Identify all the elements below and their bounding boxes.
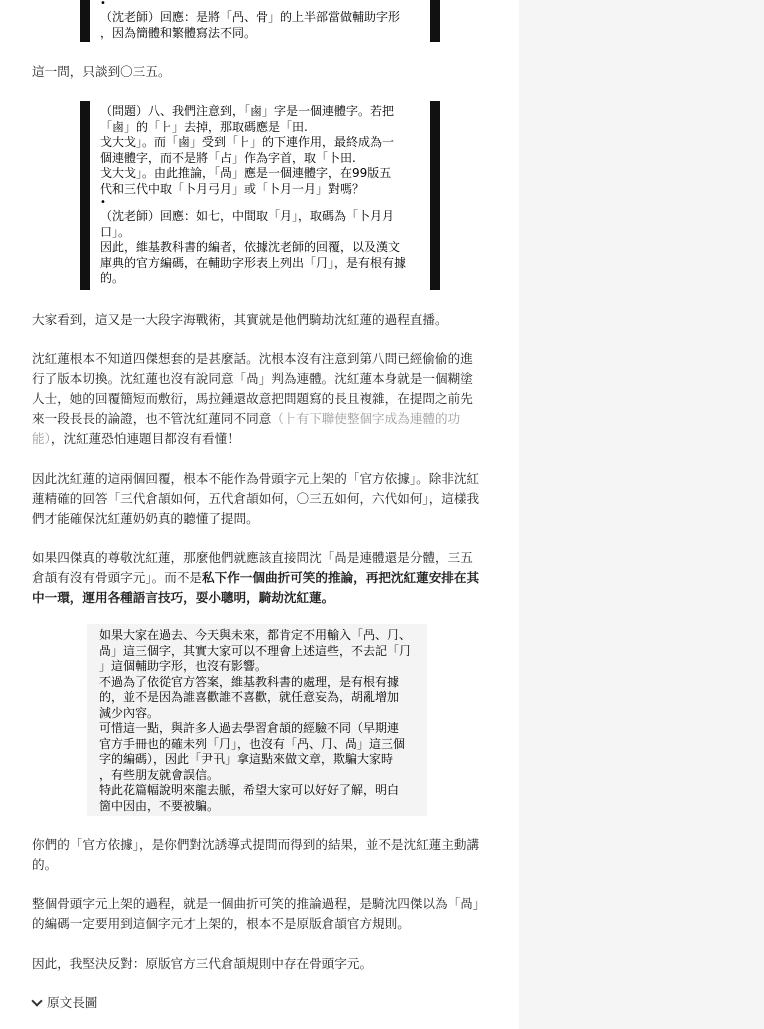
paragraph: 大家看到，這又是一大段字海戰術，其實就是他們騎劫沈紅蓮的過程直播。 [32,312,448,327]
shot2-line: （問題）八、我們注意到，「鹵」字是一個連體字。若把 [100,104,395,118]
bullet-mark: • [100,197,106,208]
shot2-line: 戈大戈」。而「鹵」受到「⺊」的下連作用，最終成為一 [100,135,395,149]
shot3-line: 減少內容。 [99,705,160,720]
paragraph [32,548,484,608]
shot2-line: 庫典的官方編碼，在輔助字形表上列出「⺆」，是有根有據 [100,255,407,270]
paragraph: 整個骨頭字元上架的過程，就是一個曲折可笑的推論過程，是騎沈四傑以為「咼」的編碼一定要用到這個字元才上架的，根本不是原版倉頡官方規則。 [32,896,480,931]
quoted-screenshot-1 [80,0,440,42]
paragraph-text: 如果四傑真的尊敬沈紅蓮，那麼他們就應該直接問沈「咼是連體還是分體，三五倉頡有沒有骨頭字元」。而不是 [32,550,473,585]
shot2-line: 戈大戈」。由此推論，「咼」應是一個連體字，在99版五 [100,166,392,180]
shot1-line: ，因為簡體和繁體寫法不同。 [100,25,257,40]
shot2-line: 代和三代中取「卜月弓月」或「卜月一月」對嗎？ [100,181,365,196]
shot2-line: （沈老師）回應：如七，中間取「月」，取碼為「卜月月 [100,209,395,223]
shot3-line: ，有些朋友就會誤信。 [99,767,220,782]
paragraph-muted-note: （⺊有下聯使整個字成為連體的功能） [32,411,461,446]
shot2-line: 「鹵」的「⺊」去掉，那取碼應是「田. [100,119,308,134]
shot3-line: 」這個輔助字形，也沒有影響。 [99,659,268,673]
paragraph [32,349,484,449]
shot2-line: 個連體字，而不是將「占」作為字首，取「卜田. [100,150,356,165]
bullet-mark: • [100,0,106,9]
shot1-line: （沈老師）回應：是將「冎、骨」的上半部當做輔助字形 [100,10,401,24]
paragraph-text: 沈紅蓮根本不知道四傑想套的是甚麼話。沈根本沒有注意到第八問已經偷偷的進行了版本切換。沈紅蓮也沒有說同意「咼」判為連體。沈紅蓮本身就是一個糊塗人士，她的回覆簡短而敷衍，馬拉鍾還故意把問題寫的長且複雜，在提問之前先來一段長長的論證，也不管沈紅蓮同不同意 [32,351,473,426]
shot2-line: 因此，維基教科書的編者，依據沈老師的回覆，以及漢文 [100,240,401,254]
shot2-line: 的。 [100,271,125,285]
paragraph-text: ，沈紅蓮恐怕連題目都沒有看懂！ [50,431,240,446]
quoted-screenshot-3 [87,624,427,816]
shot3-line: 如果大家在過去、今天與未來，都肯定不用輸入「冎、⺆、 [99,628,412,642]
paragraph: 你們的「官方依據」，是你們對沈誘導式提問而得到的結果，並不是沈紅蓮主動講的。 [32,837,480,872]
shot3-line: 箇中因由，不要被騙。 [99,798,220,813]
shot3-line: 咼」這三個字，其實大家可以不理會上述這些，不去記「⺆ [99,643,412,658]
shot3-line: 官方手冊也的確未列「⺆」，也沒有「冎、⺆、咼」這三個 [99,736,406,751]
right-sidebar [519,0,764,1029]
shot3-line: 不過為了依從官方答案，維基教科書的處理，是有根有據 [99,674,400,689]
shot2-line: 口」。 [100,224,131,239]
paragraph-bold-text: 私下作一個曲折可笑的推論，再把沈紅蓮安排在其中一環，運用各種語言技巧，耍小聰明，騎劫沈紅蓮。 [32,570,480,605]
chevron-down-icon [31,995,42,1006]
shot3-line: 可惜這一點，與許多人過去學習倉頡的經驗不同（早期連 [99,721,400,735]
quoted-screenshot-2 [80,101,440,290]
paragraph: 這一問，只談到〇三五。 [32,64,171,79]
shot3-line: 的，並不是因為誰喜歡誰不喜歡，就任意妄為，胡亂增加 [99,690,400,704]
shot3-line: 特此花篇幅說明來龍去脈，希望大家可以好好了解，明白 [99,783,400,797]
expand-original-image-link[interactable] [32,994,97,1012]
paragraph: 因此，我堅決反對：原版官方三代倉頡規則中存在骨頭字元。 [32,956,373,971]
paragraph: 因此沈紅蓮的這兩個回覆，根本不能作為骨頭字元上架的「官方依據」。除非沈紅蓮精確的回答「三代倉頡如何，五代倉頡如何，〇三五如何，六代如何」，這樣我們才能確保沈紅蓮奶奶真的聽懂了提問。 [32,471,480,526]
shot3-line: 字的編碼），因此「尹卂」拿這點來做文章，欺騙大家時 [99,752,394,766]
expand-label: 原文長圖 [47,995,98,1010]
